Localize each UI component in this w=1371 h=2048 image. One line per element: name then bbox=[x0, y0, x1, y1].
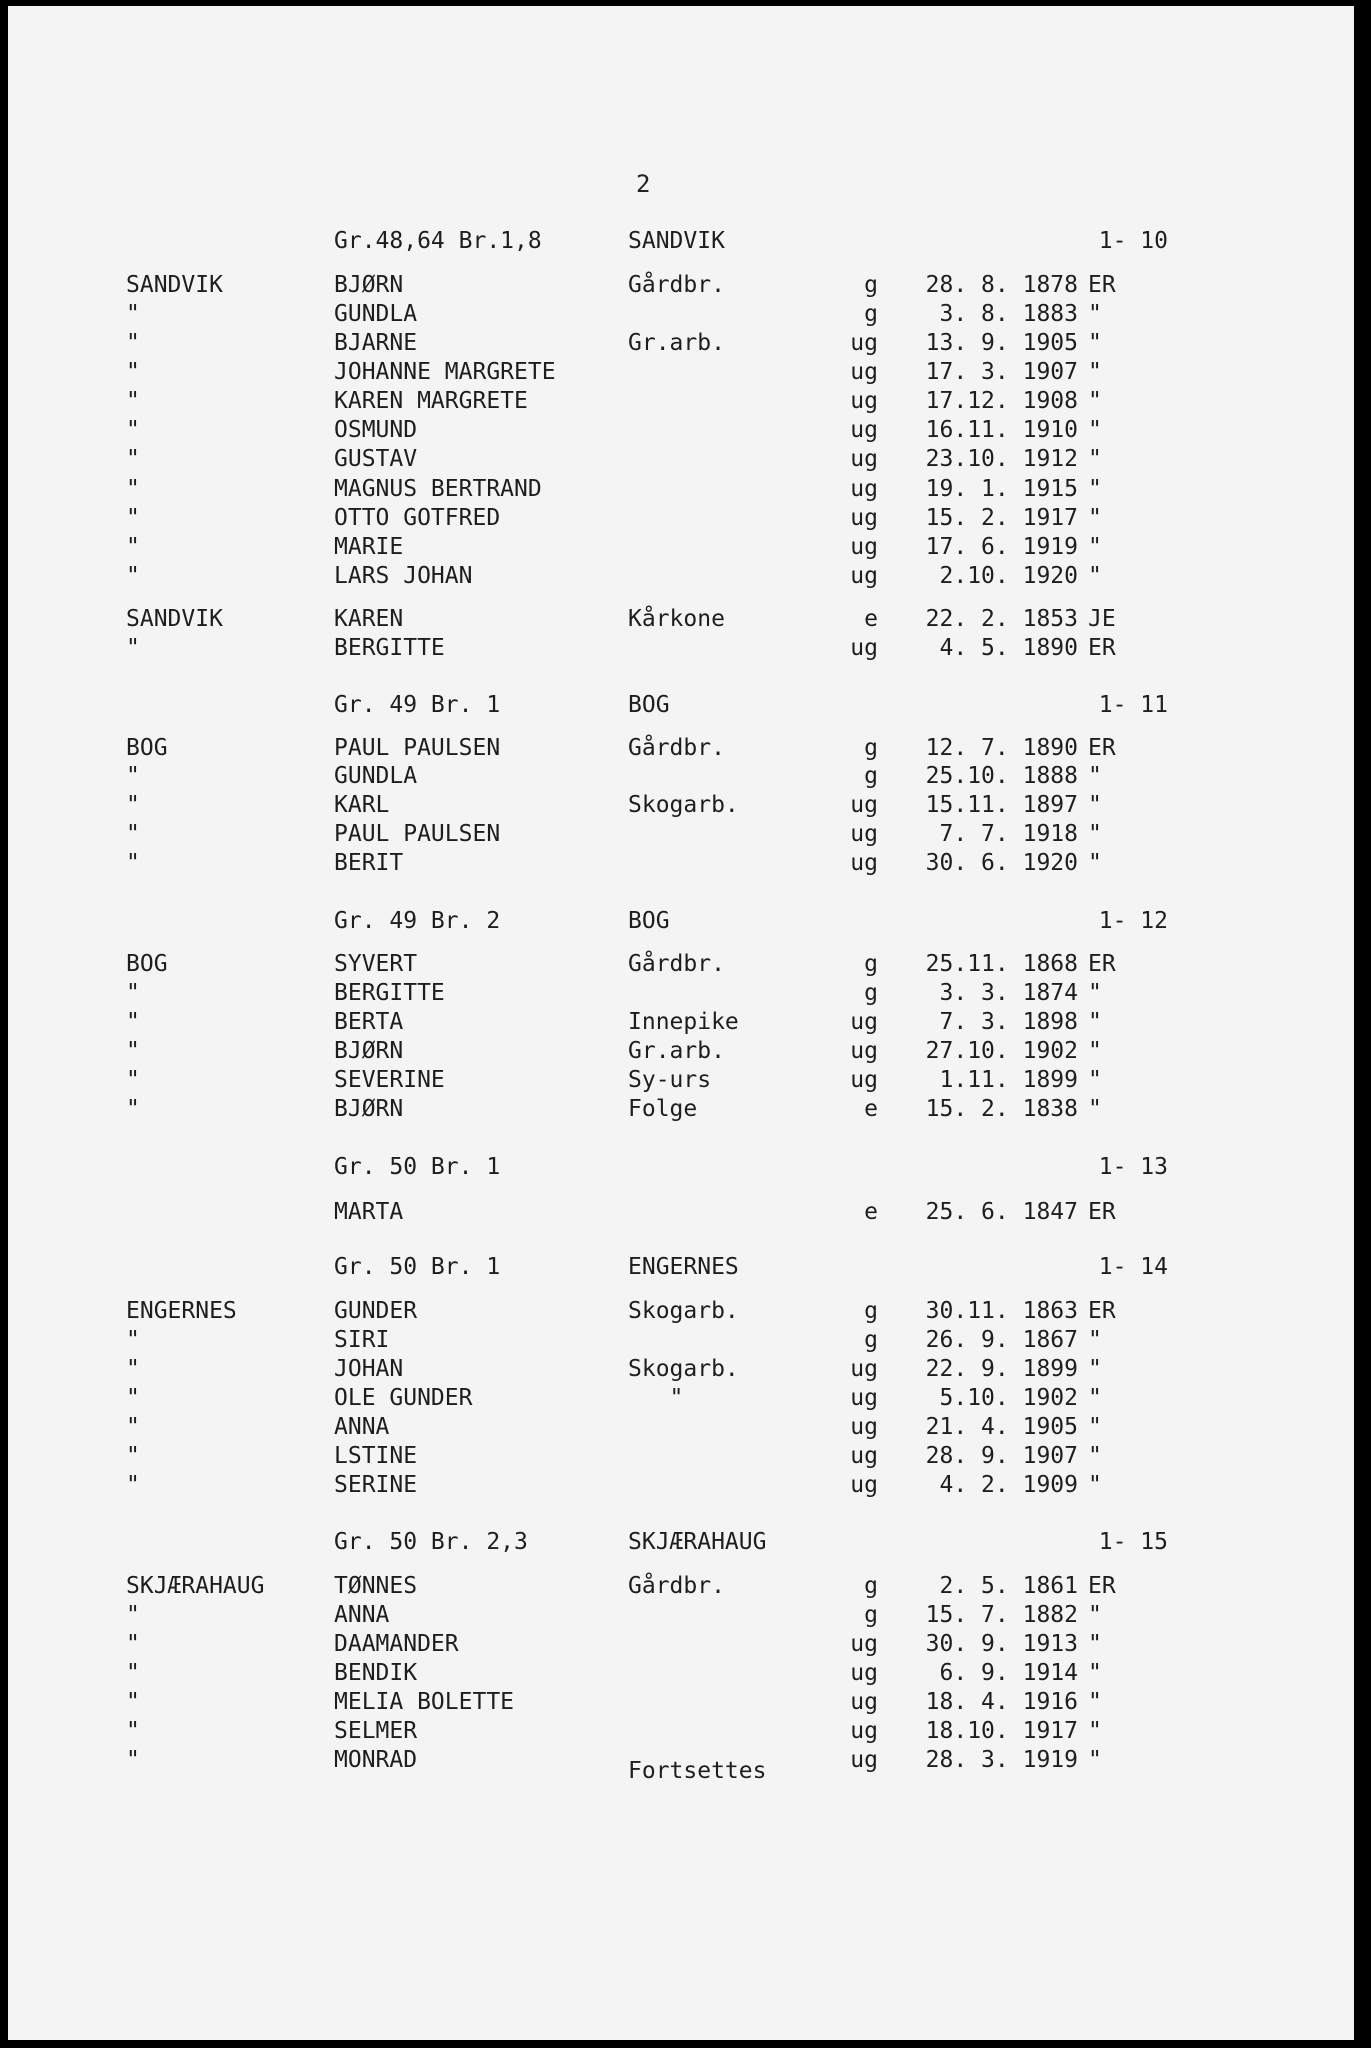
section-place: BOG bbox=[628, 908, 670, 934]
person-place: " bbox=[126, 1009, 140, 1035]
person-row bbox=[8, 821, 1354, 850]
person-occupation: Gårdbr. bbox=[628, 272, 725, 298]
birth-date: 15.11. 1897 bbox=[925, 792, 1078, 818]
group-reference: Gr. 49 Br. 1 bbox=[334, 692, 501, 718]
marital-status: e bbox=[864, 1096, 878, 1122]
marital-status: ug bbox=[850, 388, 878, 414]
marital-status: ug bbox=[850, 505, 878, 531]
person-name: MARTA bbox=[334, 1199, 404, 1225]
person-row bbox=[8, 951, 1354, 980]
birth-date: 18. 4. 1916 bbox=[925, 1689, 1078, 1715]
person-name: BENDIK bbox=[334, 1660, 418, 1686]
marital-status: ug bbox=[850, 1414, 878, 1440]
source-code: " bbox=[1088, 821, 1102, 847]
marital-status: ug bbox=[850, 1747, 878, 1773]
person-row bbox=[8, 1602, 1354, 1631]
person-occupation: Gr.arb. bbox=[628, 330, 725, 356]
person-name: BERTA bbox=[334, 1009, 404, 1035]
birth-date: 13. 9. 1905 bbox=[925, 330, 1078, 356]
continuation-note: Fortsettes bbox=[628, 1758, 767, 1784]
person-occupation: Skogarb. bbox=[628, 1298, 739, 1324]
source-code: " bbox=[1088, 446, 1102, 472]
birth-date: 1.11. 1899 bbox=[939, 1067, 1078, 1093]
source-code: " bbox=[1088, 1443, 1102, 1469]
source-code: " bbox=[1088, 1385, 1102, 1411]
person-row bbox=[8, 1631, 1354, 1660]
page-number: 2 bbox=[636, 170, 651, 198]
birth-date: 22. 2. 1853 bbox=[925, 606, 1078, 632]
birth-date: 7. 7. 1918 bbox=[939, 821, 1078, 847]
person-row bbox=[8, 1414, 1354, 1443]
person-place: " bbox=[126, 301, 140, 327]
birth-date: 28. 9. 1907 bbox=[925, 1443, 1078, 1469]
marital-status: ug bbox=[850, 534, 878, 560]
person-row bbox=[8, 272, 1354, 301]
person-row bbox=[8, 980, 1354, 1009]
person-row bbox=[8, 417, 1354, 446]
person-name: GUNDLA bbox=[334, 301, 418, 327]
person-place: " bbox=[126, 1472, 140, 1498]
person-name: LSTINE bbox=[334, 1443, 418, 1469]
source-code: " bbox=[1088, 1009, 1102, 1035]
person-row bbox=[8, 476, 1354, 505]
birth-date: 12. 7. 1890 bbox=[925, 735, 1078, 761]
person-row bbox=[8, 1038, 1354, 1067]
person-name: BJARNE bbox=[334, 330, 418, 356]
person-place: " bbox=[126, 980, 140, 1006]
source-code: " bbox=[1088, 1038, 1102, 1064]
source-code: " bbox=[1088, 1631, 1102, 1657]
birth-date: 16.11. 1910 bbox=[925, 417, 1078, 443]
section-place: ENGERNES bbox=[628, 1254, 739, 1280]
person-place: " bbox=[126, 821, 140, 847]
birth-date: 22. 9. 1899 bbox=[925, 1356, 1078, 1382]
source-code: " bbox=[1088, 763, 1102, 789]
person-name: BJØRN bbox=[334, 272, 404, 298]
birth-date: 18.10. 1917 bbox=[925, 1718, 1078, 1744]
section-header bbox=[8, 1254, 1354, 1283]
person-name: BERIT bbox=[334, 850, 404, 876]
birth-date: 15. 2. 1917 bbox=[925, 505, 1078, 531]
section-ref: 1- 14 bbox=[1098, 1254, 1168, 1280]
section-ref: 1- 11 bbox=[1098, 692, 1168, 718]
person-row bbox=[8, 1443, 1354, 1472]
source-code: " bbox=[1088, 505, 1102, 531]
birth-date: 28. 3. 1919 bbox=[925, 1747, 1078, 1773]
person-place: " bbox=[126, 446, 140, 472]
source-code: " bbox=[1088, 850, 1102, 876]
birth-date: 21. 4. 1905 bbox=[925, 1414, 1078, 1440]
person-name: OTTO GOTFRED bbox=[334, 505, 501, 531]
person-place: BOG bbox=[126, 735, 168, 761]
person-row bbox=[8, 1298, 1354, 1327]
person-place: BOG bbox=[126, 951, 168, 977]
person-place: " bbox=[126, 1327, 140, 1353]
person-name: PAUL PAULSEN bbox=[334, 735, 501, 761]
marital-status: g bbox=[864, 1298, 878, 1324]
person-place: " bbox=[126, 417, 140, 443]
birth-date: 6. 9. 1914 bbox=[939, 1660, 1078, 1686]
marital-status: ug bbox=[850, 417, 878, 443]
section-header bbox=[8, 1529, 1354, 1558]
person-occupation: Sy-urs bbox=[628, 1067, 712, 1093]
person-row bbox=[8, 1356, 1354, 1385]
marital-status: g bbox=[864, 1573, 878, 1599]
section-header bbox=[8, 908, 1354, 937]
person-name: SERINE bbox=[334, 1472, 418, 1498]
marital-status: ug bbox=[850, 1631, 878, 1657]
person-name: TØNNES bbox=[334, 1573, 418, 1599]
birth-date: 7. 3. 1898 bbox=[939, 1009, 1078, 1035]
source-code: " bbox=[1088, 1096, 1102, 1122]
source-code: " bbox=[1088, 1660, 1102, 1686]
person-place: " bbox=[126, 1747, 140, 1773]
person-name: LARS JOHAN bbox=[334, 563, 473, 589]
person-name: SEVERINE bbox=[334, 1067, 445, 1093]
person-row bbox=[8, 534, 1354, 563]
person-row bbox=[8, 1096, 1354, 1125]
person-name: OLE GUNDER bbox=[334, 1385, 473, 1411]
person-occupation: Skogarb. bbox=[628, 792, 739, 818]
source-code: " bbox=[1088, 417, 1102, 443]
person-name: PAUL PAULSEN bbox=[334, 821, 501, 847]
section-ref: 1- 10 bbox=[1098, 228, 1168, 254]
source-code: " bbox=[1088, 1356, 1102, 1382]
marital-status: ug bbox=[850, 1718, 878, 1744]
birth-date: 5.10. 1902 bbox=[939, 1385, 1078, 1411]
person-occupation: Gårdbr. bbox=[628, 735, 725, 761]
person-row bbox=[8, 301, 1354, 330]
source-code: " bbox=[1088, 534, 1102, 560]
source-code: " bbox=[1088, 792, 1102, 818]
section-ref: 1- 15 bbox=[1098, 1529, 1168, 1555]
birth-date: 23.10. 1912 bbox=[925, 446, 1078, 472]
person-place: " bbox=[126, 792, 140, 818]
source-code: " bbox=[1088, 1472, 1102, 1498]
group-reference: Gr. 50 Br. 1 bbox=[334, 1254, 501, 1280]
birth-date: 4. 5. 1890 bbox=[939, 635, 1078, 661]
marital-status: ug bbox=[850, 1689, 878, 1715]
birth-date: 15. 7. 1882 bbox=[925, 1602, 1078, 1628]
section-ref: 1- 13 bbox=[1098, 1154, 1168, 1180]
person-place: SANDVIK bbox=[126, 272, 223, 298]
marital-status: ug bbox=[850, 476, 878, 502]
marital-status: ug bbox=[850, 1009, 878, 1035]
source-code: " bbox=[1088, 1718, 1102, 1744]
marital-status: g bbox=[864, 1602, 878, 1628]
marital-status: ug bbox=[850, 446, 878, 472]
person-place: " bbox=[126, 1660, 140, 1686]
person-row bbox=[8, 635, 1354, 664]
person-row bbox=[8, 388, 1354, 417]
person-occupation: Gårdbr. bbox=[628, 1573, 725, 1599]
person-place: " bbox=[126, 1631, 140, 1657]
birth-date: 27.10. 1902 bbox=[925, 1038, 1078, 1064]
birth-date: 30. 6. 1920 bbox=[925, 850, 1078, 876]
person-place: " bbox=[126, 635, 140, 661]
person-name: SIRI bbox=[334, 1327, 390, 1353]
person-place: " bbox=[126, 563, 140, 589]
marital-status: ug bbox=[850, 1385, 878, 1411]
person-place: ENGERNES bbox=[126, 1298, 237, 1324]
person-place: " bbox=[126, 1067, 140, 1093]
person-row bbox=[8, 850, 1354, 879]
source-code: " bbox=[1088, 1067, 1102, 1093]
person-row bbox=[8, 735, 1354, 764]
person-place: " bbox=[126, 1689, 140, 1715]
birth-date: 2. 5. 1861 bbox=[939, 1573, 1078, 1599]
marital-status: ug bbox=[850, 635, 878, 661]
person-name: BERGITTE bbox=[334, 635, 445, 661]
marital-status: g bbox=[864, 951, 878, 977]
marital-status: g bbox=[864, 763, 878, 789]
marital-status: e bbox=[864, 1199, 878, 1225]
birth-date: 2.10. 1920 bbox=[939, 563, 1078, 589]
person-row bbox=[8, 359, 1354, 388]
person-row bbox=[8, 792, 1354, 821]
marital-status: ug bbox=[850, 1356, 878, 1382]
person-name: OSMUND bbox=[334, 417, 418, 443]
source-code: ER bbox=[1088, 1199, 1116, 1225]
group-reference: Gr. 50 Br. 2,3 bbox=[334, 1529, 528, 1555]
marital-status: g bbox=[864, 735, 878, 761]
person-occupation: Gr.arb. bbox=[628, 1038, 725, 1064]
marital-status: ug bbox=[850, 850, 878, 876]
person-place: SANDVIK bbox=[126, 606, 223, 632]
marital-status: ug bbox=[850, 359, 878, 385]
marital-status: ug bbox=[850, 1472, 878, 1498]
person-name: ANNA bbox=[334, 1602, 390, 1628]
marital-status: g bbox=[864, 980, 878, 1006]
person-name: KAREN MARGRETE bbox=[334, 388, 528, 414]
birth-date: 19. 1. 1915 bbox=[925, 476, 1078, 502]
source-code: " bbox=[1088, 359, 1102, 385]
person-name: BERGITTE bbox=[334, 980, 445, 1006]
person-place: " bbox=[126, 359, 140, 385]
source-code: " bbox=[1088, 476, 1102, 502]
person-place: " bbox=[126, 1414, 140, 1440]
person-row bbox=[8, 1689, 1354, 1718]
birth-date: 17. 6. 1919 bbox=[925, 534, 1078, 560]
birth-date: 30.11. 1863 bbox=[925, 1298, 1078, 1324]
person-row bbox=[8, 1573, 1354, 1602]
birth-date: 17.12. 1908 bbox=[925, 388, 1078, 414]
section-place: SANDVIK bbox=[628, 228, 725, 254]
section-header bbox=[8, 1154, 1354, 1183]
birth-date: 25.10. 1888 bbox=[925, 763, 1078, 789]
person-name: KAREN bbox=[334, 606, 404, 632]
person-name: JOHAN bbox=[334, 1356, 404, 1382]
birth-date: 30. 9. 1913 bbox=[925, 1631, 1078, 1657]
section-header bbox=[8, 692, 1354, 721]
person-place: " bbox=[126, 330, 140, 356]
section-header bbox=[8, 228, 1354, 257]
birth-date: 28. 8. 1878 bbox=[925, 272, 1078, 298]
person-name: MELIA BOLETTE bbox=[334, 1689, 515, 1715]
person-occupation: Folge bbox=[628, 1096, 698, 1122]
person-name: ANNA bbox=[334, 1414, 390, 1440]
person-row bbox=[8, 563, 1354, 592]
person-place: " bbox=[126, 1443, 140, 1469]
birth-date: 25.11. 1868 bbox=[925, 951, 1078, 977]
source-code: JE bbox=[1088, 606, 1116, 632]
person-row bbox=[8, 1718, 1354, 1747]
person-name: MONRAD bbox=[334, 1747, 418, 1773]
source-code: ER bbox=[1088, 635, 1116, 661]
person-row bbox=[8, 1327, 1354, 1356]
section-place: BOG bbox=[628, 692, 670, 718]
person-place: " bbox=[126, 1602, 140, 1628]
source-code: ER bbox=[1088, 1573, 1116, 1599]
person-place: " bbox=[126, 1038, 140, 1064]
document-page bbox=[8, 6, 1354, 2040]
marital-status: ug bbox=[850, 821, 878, 847]
person-occupation: " bbox=[628, 1385, 684, 1411]
person-row bbox=[8, 1009, 1354, 1038]
source-code: " bbox=[1088, 1602, 1102, 1628]
person-row bbox=[8, 1385, 1354, 1414]
person-name: GUNDLA bbox=[334, 763, 418, 789]
person-occupation: Innepike bbox=[628, 1009, 739, 1035]
source-code: " bbox=[1088, 563, 1102, 589]
person-name: JOHANNE MARGRETE bbox=[334, 359, 556, 385]
section-ref: 1- 12 bbox=[1098, 908, 1168, 934]
person-row bbox=[8, 1472, 1354, 1501]
source-code: " bbox=[1088, 980, 1102, 1006]
marital-status: ug bbox=[850, 1067, 878, 1093]
source-code: ER bbox=[1088, 1298, 1116, 1324]
person-place: " bbox=[126, 476, 140, 502]
person-place: " bbox=[126, 763, 140, 789]
source-code: " bbox=[1088, 388, 1102, 414]
person-occupation: Skogarb. bbox=[628, 1356, 739, 1382]
marital-status: g bbox=[864, 1327, 878, 1353]
birth-date: 17. 3. 1907 bbox=[925, 359, 1078, 385]
group-reference: Gr.48,64 Br.1,8 bbox=[334, 228, 542, 254]
source-code: " bbox=[1088, 1747, 1102, 1773]
source-code: " bbox=[1088, 301, 1102, 327]
person-name: BJØRN bbox=[334, 1096, 404, 1122]
person-name: KARL bbox=[334, 792, 390, 818]
person-row bbox=[8, 1199, 1354, 1228]
source-code: ER bbox=[1088, 272, 1116, 298]
person-name: BJØRN bbox=[334, 1038, 404, 1064]
marital-status: e bbox=[864, 606, 878, 632]
marital-status: g bbox=[864, 301, 878, 327]
birth-date: 3. 8. 1883 bbox=[939, 301, 1078, 327]
person-place: SKJÆRAHAUG bbox=[126, 1573, 265, 1599]
person-name: MAGNUS BERTRAND bbox=[334, 476, 542, 502]
person-name: DAAMANDER bbox=[334, 1631, 459, 1657]
person-occupation: Gårdbr. bbox=[628, 951, 725, 977]
source-code: ER bbox=[1088, 951, 1116, 977]
birth-date: 15. 2. 1838 bbox=[925, 1096, 1078, 1122]
person-row bbox=[8, 446, 1354, 475]
birth-date: 4. 2. 1909 bbox=[939, 1472, 1078, 1498]
person-name: SYVERT bbox=[334, 951, 418, 977]
person-row bbox=[8, 763, 1354, 792]
section-place: SKJÆRAHAUG bbox=[628, 1529, 767, 1555]
person-row bbox=[8, 606, 1354, 635]
person-name: GUSTAV bbox=[334, 446, 418, 472]
group-reference: Gr. 50 Br. 1 bbox=[334, 1154, 501, 1180]
source-code: " bbox=[1088, 1327, 1102, 1353]
birth-date: 25. 6. 1847 bbox=[925, 1199, 1078, 1225]
person-name: SELMER bbox=[334, 1718, 418, 1744]
source-code: " bbox=[1088, 1414, 1102, 1440]
source-code: " bbox=[1088, 330, 1102, 356]
marital-status: ug bbox=[850, 792, 878, 818]
person-row bbox=[8, 1660, 1354, 1689]
person-name: GUNDER bbox=[334, 1298, 418, 1324]
person-row bbox=[8, 1067, 1354, 1096]
person-place: " bbox=[126, 1718, 140, 1744]
source-code: ER bbox=[1088, 735, 1116, 761]
marital-status: ug bbox=[850, 1038, 878, 1064]
person-place: " bbox=[126, 505, 140, 531]
marital-status: ug bbox=[850, 1443, 878, 1469]
group-reference: Gr. 49 Br. 2 bbox=[334, 908, 501, 934]
person-row bbox=[8, 505, 1354, 534]
person-place: " bbox=[126, 388, 140, 414]
person-place: " bbox=[126, 850, 140, 876]
person-place: " bbox=[126, 1356, 140, 1382]
marital-status: g bbox=[864, 272, 878, 298]
person-row bbox=[8, 330, 1354, 359]
person-place: " bbox=[126, 1096, 140, 1122]
person-place: " bbox=[126, 534, 140, 560]
marital-status: ug bbox=[850, 563, 878, 589]
marital-status: ug bbox=[850, 1660, 878, 1686]
person-name: MARIE bbox=[334, 534, 404, 560]
person-occupation: Kårkone bbox=[628, 606, 725, 632]
source-code: " bbox=[1088, 1689, 1102, 1715]
birth-date: 26. 9. 1867 bbox=[925, 1327, 1078, 1353]
person-place: " bbox=[126, 1385, 140, 1411]
birth-date: 3. 3. 1874 bbox=[939, 980, 1078, 1006]
marital-status: ug bbox=[850, 330, 878, 356]
